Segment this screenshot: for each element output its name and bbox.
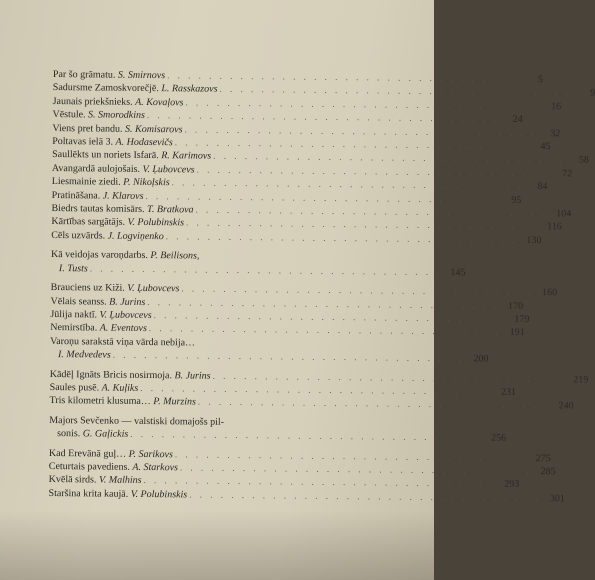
toc-page: 45 bbox=[540, 141, 551, 153]
toc-author: I. Medvedevs bbox=[57, 349, 111, 361]
toc-author: S. Smorodkins bbox=[87, 109, 145, 122]
toc-title: Nemirstība. bbox=[50, 322, 98, 334]
toc-author: B. Jurins bbox=[174, 369, 211, 382]
toc-entry-continuation bbox=[50, 348, 489, 365]
toc-title: Par šo grāmatu. bbox=[52, 68, 116, 81]
toc-page: 5 bbox=[537, 74, 543, 86]
toc-entry bbox=[51, 229, 542, 246]
toc-author: V. Polubinskis bbox=[127, 217, 185, 229]
toc-page: 24 bbox=[512, 114, 523, 126]
toc-title: Varoņu sarakstā viņa vārda nebija… bbox=[50, 335, 196, 349]
toc-author: L. Rasskazovs bbox=[161, 83, 218, 96]
toc-author: P. Nikoļskis bbox=[123, 176, 170, 189]
leader-dots bbox=[187, 488, 543, 505]
toc-title: Kārtības sargātājs. bbox=[51, 216, 126, 229]
toc-title: Cēls uzvārds. bbox=[51, 229, 106, 242]
toc-author: A. Eventovs bbox=[99, 322, 147, 335]
toc-entry bbox=[48, 487, 566, 505]
toc-page: 72 bbox=[562, 168, 573, 180]
toc-title: Staršina krita kaujā. bbox=[48, 487, 129, 500]
toc-author: A. Hodasevičs bbox=[115, 136, 173, 149]
toc-title: Vēlais seanss. bbox=[50, 295, 107, 308]
toc-page: 95 bbox=[511, 194, 522, 206]
toc-title: Pratināšana. bbox=[51, 189, 101, 202]
toc-entry-continuation bbox=[49, 427, 507, 444]
toc-page: 240 bbox=[558, 400, 574, 412]
toc-author: V. Ļubovcevs bbox=[99, 309, 152, 321]
toc-title: Tris kilometri klusuma… bbox=[49, 395, 151, 408]
toc-author: A. Kuļiks bbox=[101, 382, 139, 394]
toc-title: Kā veidojas varoņdarbs. bbox=[50, 249, 149, 262]
toc-page: 9 bbox=[590, 88, 595, 100]
toc-page: 58 bbox=[578, 154, 590, 167]
toc-author: A. Kovaļovs bbox=[135, 96, 184, 109]
toc-title: Poltavas ielā 3. bbox=[52, 136, 114, 148]
toc-title: Jaunais priekšnieks. bbox=[52, 95, 133, 108]
toc-title: Viens pret bandu. bbox=[52, 122, 123, 135]
toc-page: 231 bbox=[500, 386, 517, 398]
toc-page: 219 bbox=[573, 373, 589, 386]
toc-page: 285 bbox=[540, 466, 556, 478]
toc-page: 293 bbox=[504, 479, 520, 491]
toc-title: Saules pusē. bbox=[49, 381, 100, 394]
toc-title: Saullēkts un noriets Isfarā. bbox=[52, 149, 159, 162]
toc-entry-continuation bbox=[51, 262, 466, 279]
toc-author: V. Ļubovcevs bbox=[142, 163, 195, 176]
toc-entry bbox=[49, 394, 574, 412]
toc-title: Ceturtais pavediens. bbox=[48, 460, 130, 473]
toc-page: 179 bbox=[514, 313, 530, 325]
toc-title: Biedrs tautas komisārs. bbox=[51, 203, 145, 216]
toc-author: V. Polubinskis bbox=[130, 488, 188, 501]
toc-page: 170 bbox=[507, 300, 524, 312]
toc-title: Brauciens uz Kiži. bbox=[50, 282, 125, 294]
toc-title-continuation: sonis. bbox=[57, 428, 81, 440]
toc-author: T. Bratkova bbox=[147, 204, 194, 216]
toc-title: Kvēlā sirds. bbox=[48, 474, 97, 486]
toc-title: Avangardā aulojošais. bbox=[51, 162, 141, 175]
toc-page: 84 bbox=[537, 181, 548, 193]
toc-author: A. Starkovs bbox=[132, 461, 179, 474]
toc-author: V. Malhins bbox=[98, 474, 142, 487]
toc-author: J. Klarovs bbox=[102, 190, 144, 202]
toc-title: Jūlija naktī. bbox=[50, 308, 98, 321]
toc-title: Liesmainie ziedi. bbox=[51, 176, 121, 188]
toc-author: G. Gaļickis bbox=[82, 428, 129, 440]
toc-page: 191 bbox=[509, 327, 525, 339]
toc-author: P. Beilisons, bbox=[150, 250, 200, 262]
toc-page: 275 bbox=[535, 452, 551, 464]
toc-author: P. Sarikovs bbox=[128, 448, 173, 460]
toc-page: 200 bbox=[473, 353, 489, 365]
toc-author: R. Karimovs bbox=[161, 150, 212, 163]
toc-title: Kādēļ Ignāts Bricis nosirmoja. bbox=[49, 368, 173, 381]
toc-author: I. Tusts bbox=[58, 262, 88, 275]
toc-title: Kad Erevānā guļ… bbox=[48, 447, 127, 460]
toc-title: Vēstule. bbox=[52, 109, 86, 121]
toc-title: Majors Sevčenko — valstiski domajošs pil- bbox=[49, 414, 225, 428]
toc-author: B. Jurins bbox=[109, 296, 146, 308]
toc-author: S. Komisarovs bbox=[125, 123, 183, 135]
toc-page: 130 bbox=[526, 234, 542, 246]
toc-page: 16 bbox=[551, 101, 562, 113]
toc-page: 301 bbox=[549, 493, 566, 505]
toc-author: P. Murzins bbox=[153, 396, 196, 408]
toc-title: Sadursme Zamoskvorečjē. bbox=[52, 82, 159, 95]
toc-page: 145 bbox=[450, 266, 466, 279]
toc-author: S. Smirnovs bbox=[117, 69, 166, 82]
toc-page: 160 bbox=[542, 287, 558, 299]
table-of-contents bbox=[48, 68, 595, 505]
toc-page: 32 bbox=[550, 127, 561, 139]
toc-page: 116 bbox=[547, 221, 562, 233]
toc-page: 256 bbox=[490, 432, 507, 444]
toc-page: 104 bbox=[556, 208, 572, 220]
toc-author: V. Ļubovcevs bbox=[127, 282, 180, 295]
toc-author: J. Logviņenko bbox=[107, 230, 164, 243]
